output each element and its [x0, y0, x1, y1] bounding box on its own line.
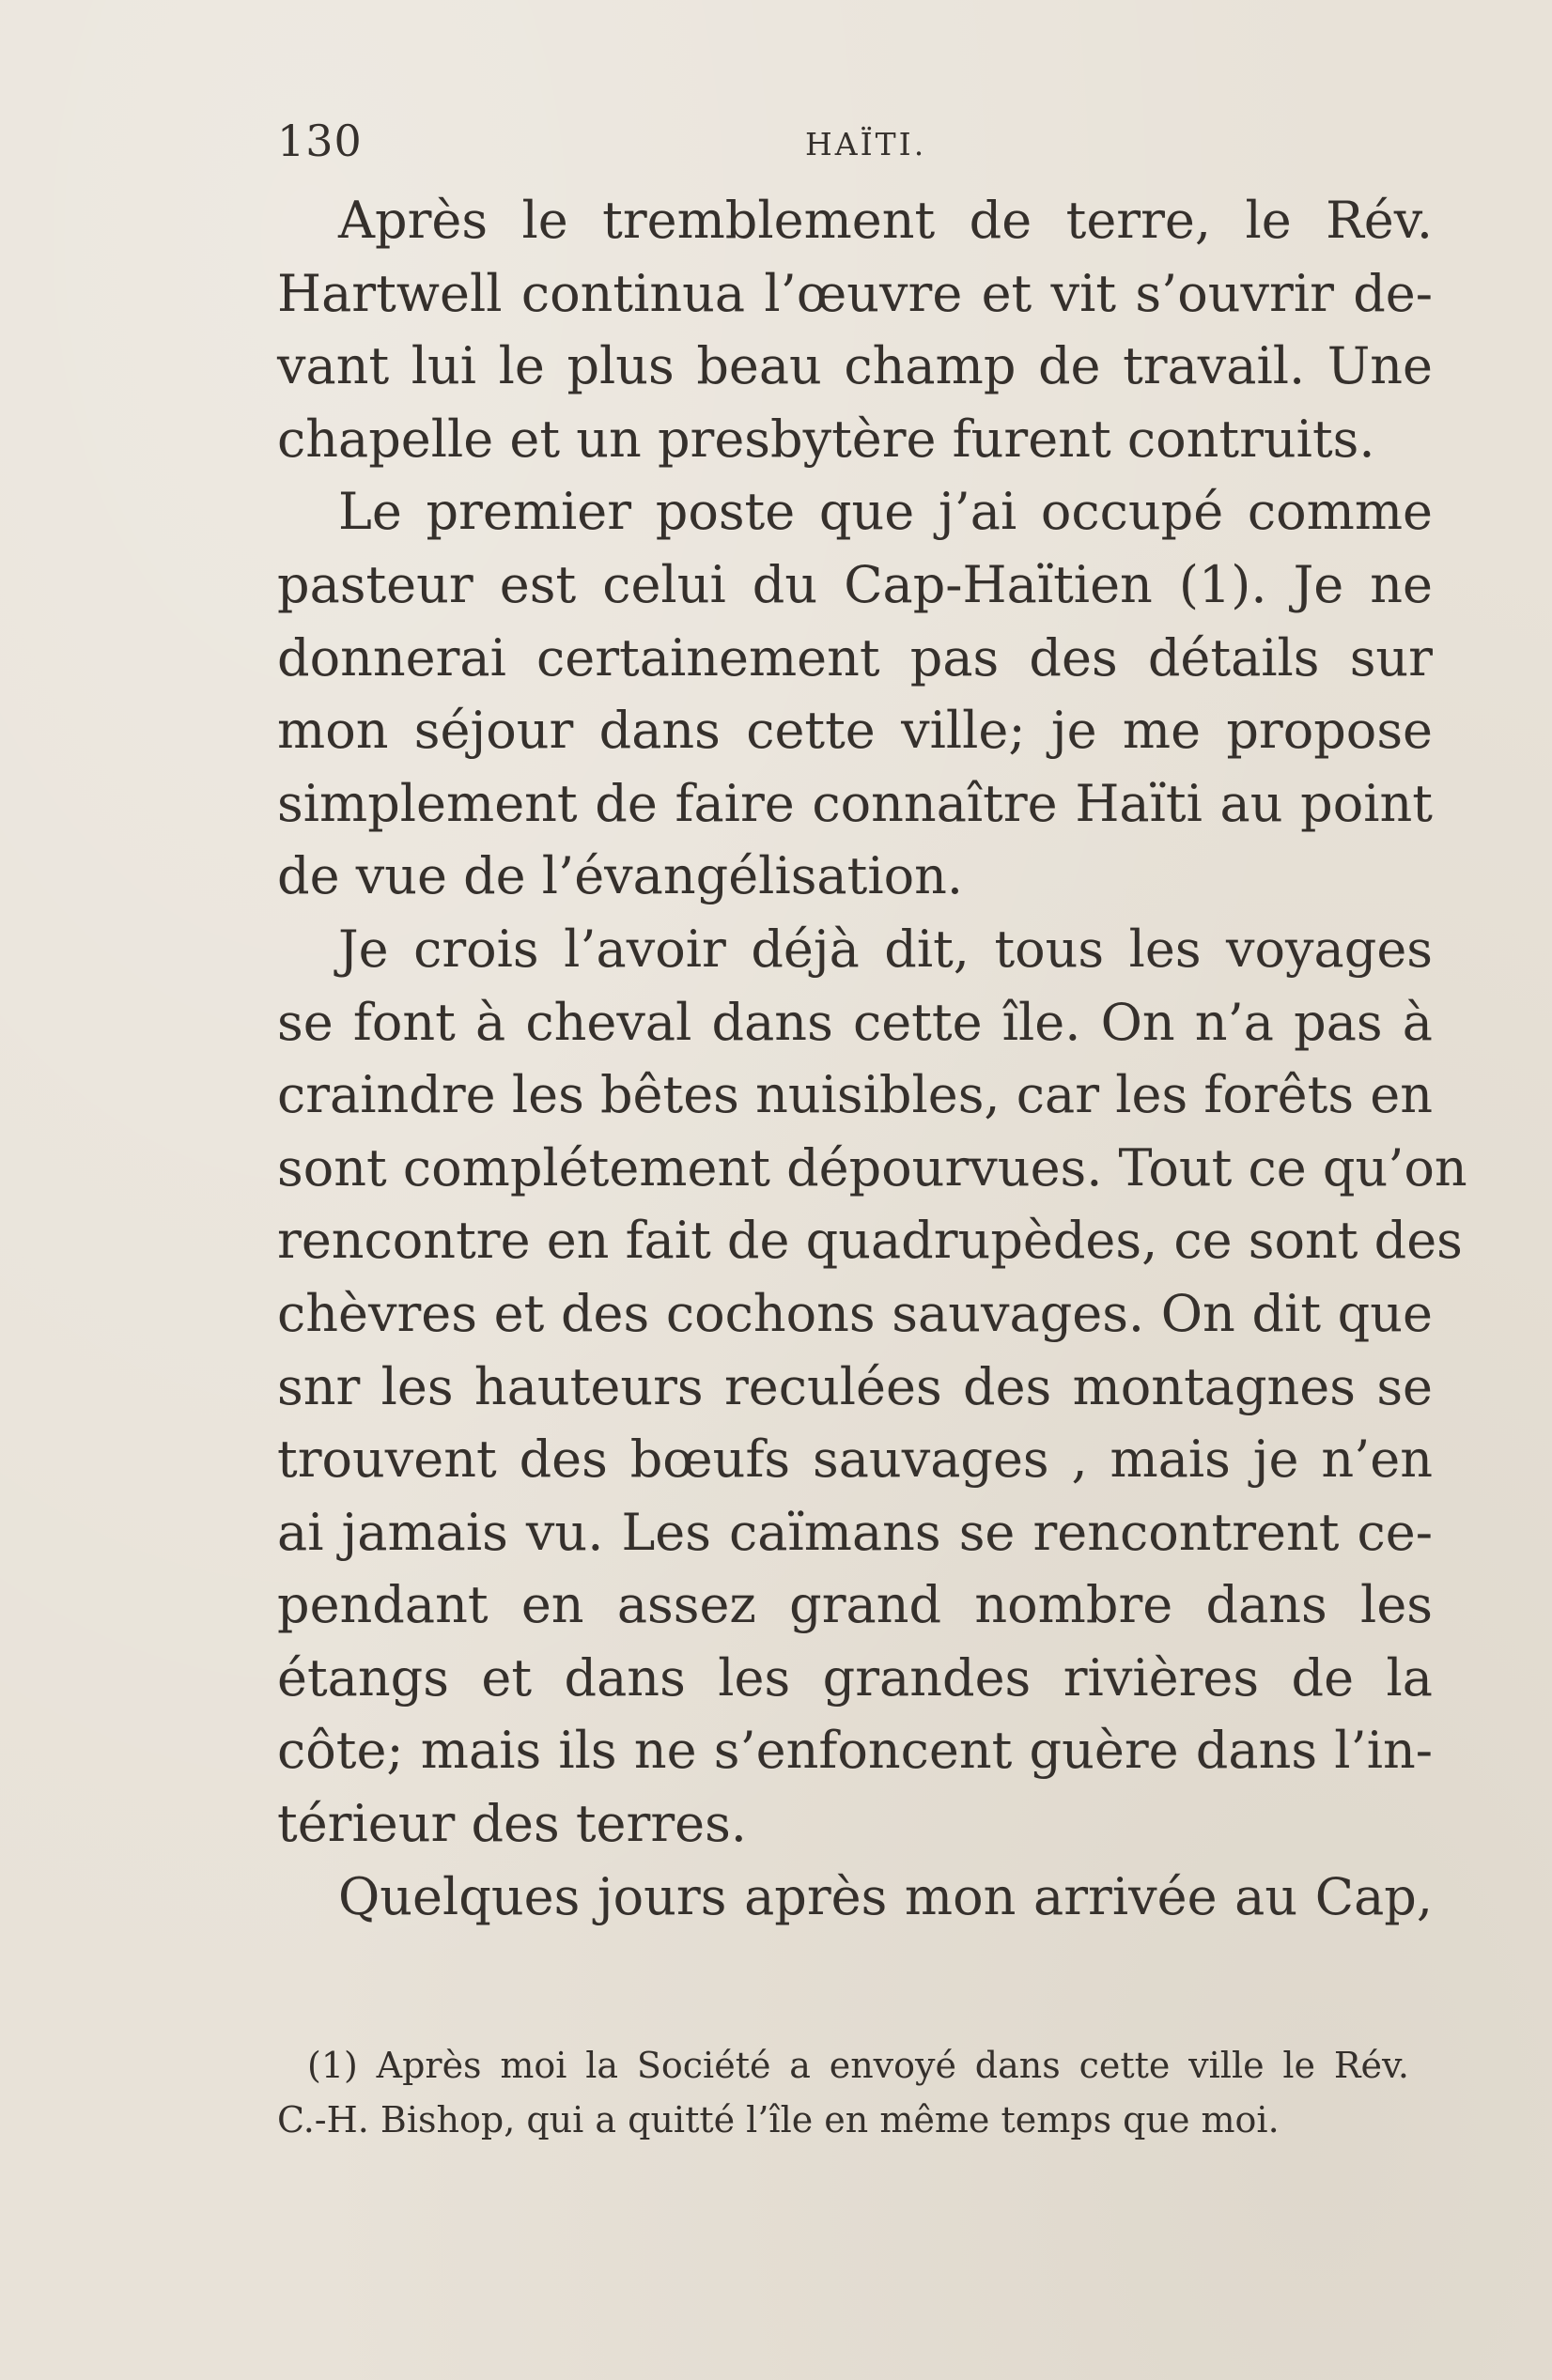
text-line: chapelle et un presbytère furent contruits. — [277, 409, 1375, 469]
text-line: rencontre en fait de quadrupèdes, ce sont des — [277, 1211, 1463, 1271]
body-text — [277, 184, 1467, 1933]
text-line: ai jamais vu. Les caïmans se rencontrent ce- — [277, 1502, 1433, 1562]
text-line: Quelques jours après mon arrivée au Cap, — [338, 1866, 1433, 1926]
text-line: craindre les bêtes nuisibles, car les forêts en — [277, 1065, 1433, 1125]
text-line: côte; mais ils ne s’enfoncent guère dans l’in- — [277, 1721, 1433, 1781]
text-line: mon séjour dans cette ville; je me propose — [277, 701, 1433, 761]
text-line: trouvent des bœufs sauvages , mais je n’en — [277, 1430, 1433, 1490]
text-line: Je crois l’avoir déjà dit, tous les voyages — [338, 919, 1433, 979]
text-line: vant lui le plus beau champ de travail. Une — [277, 336, 1433, 396]
text-line: simplement de faire connaître Haïti au point — [277, 773, 1433, 833]
running-title: HAÏTI. — [805, 126, 927, 162]
running-head — [277, 113, 1433, 169]
text-line: étangs et dans les grandes rivières de la — [277, 1647, 1433, 1708]
text-line: sont complétement dépourvues. Tout ce qu’on — [277, 1137, 1467, 1198]
text-line: Le premier poste que j’ai occupé comme — [338, 482, 1433, 542]
text-line: pasteur est celui du Cap-Haïtien (1). Je ne — [277, 554, 1433, 614]
text-line: se font à cheval dans cette île. On n’a pas à — [277, 992, 1433, 1052]
text-line: chèvres et des cochons sauvages. On dit que — [277, 1283, 1433, 1343]
text-line: Après le tremblement de terre, le Rév. — [338, 191, 1433, 250]
page-number: 130 — [277, 116, 363, 166]
text-line: pendant en assez grand nombre dans les — [277, 1575, 1433, 1635]
footnote — [277, 2038, 1409, 2147]
text-line: snr les hauteurs reculées des montagnes se — [277, 1356, 1433, 1416]
footnote-line: (1) Après moi la Société a envoyé dans cette ville le Rév. — [307, 2045, 1409, 2086]
footnote-line: C.-H. Bishop, qui a quitté l’île en même temps que moi. — [277, 2099, 1280, 2140]
text-line: térieur des terres. — [277, 1794, 747, 1854]
text-line: de vue de l’évangélisation. — [277, 846, 964, 906]
text-line: Hartwell continua l’œuvre et vit s’ouvrir de- — [277, 263, 1433, 323]
text-line: donnerai certainement pas des détails sur — [277, 627, 1433, 688]
